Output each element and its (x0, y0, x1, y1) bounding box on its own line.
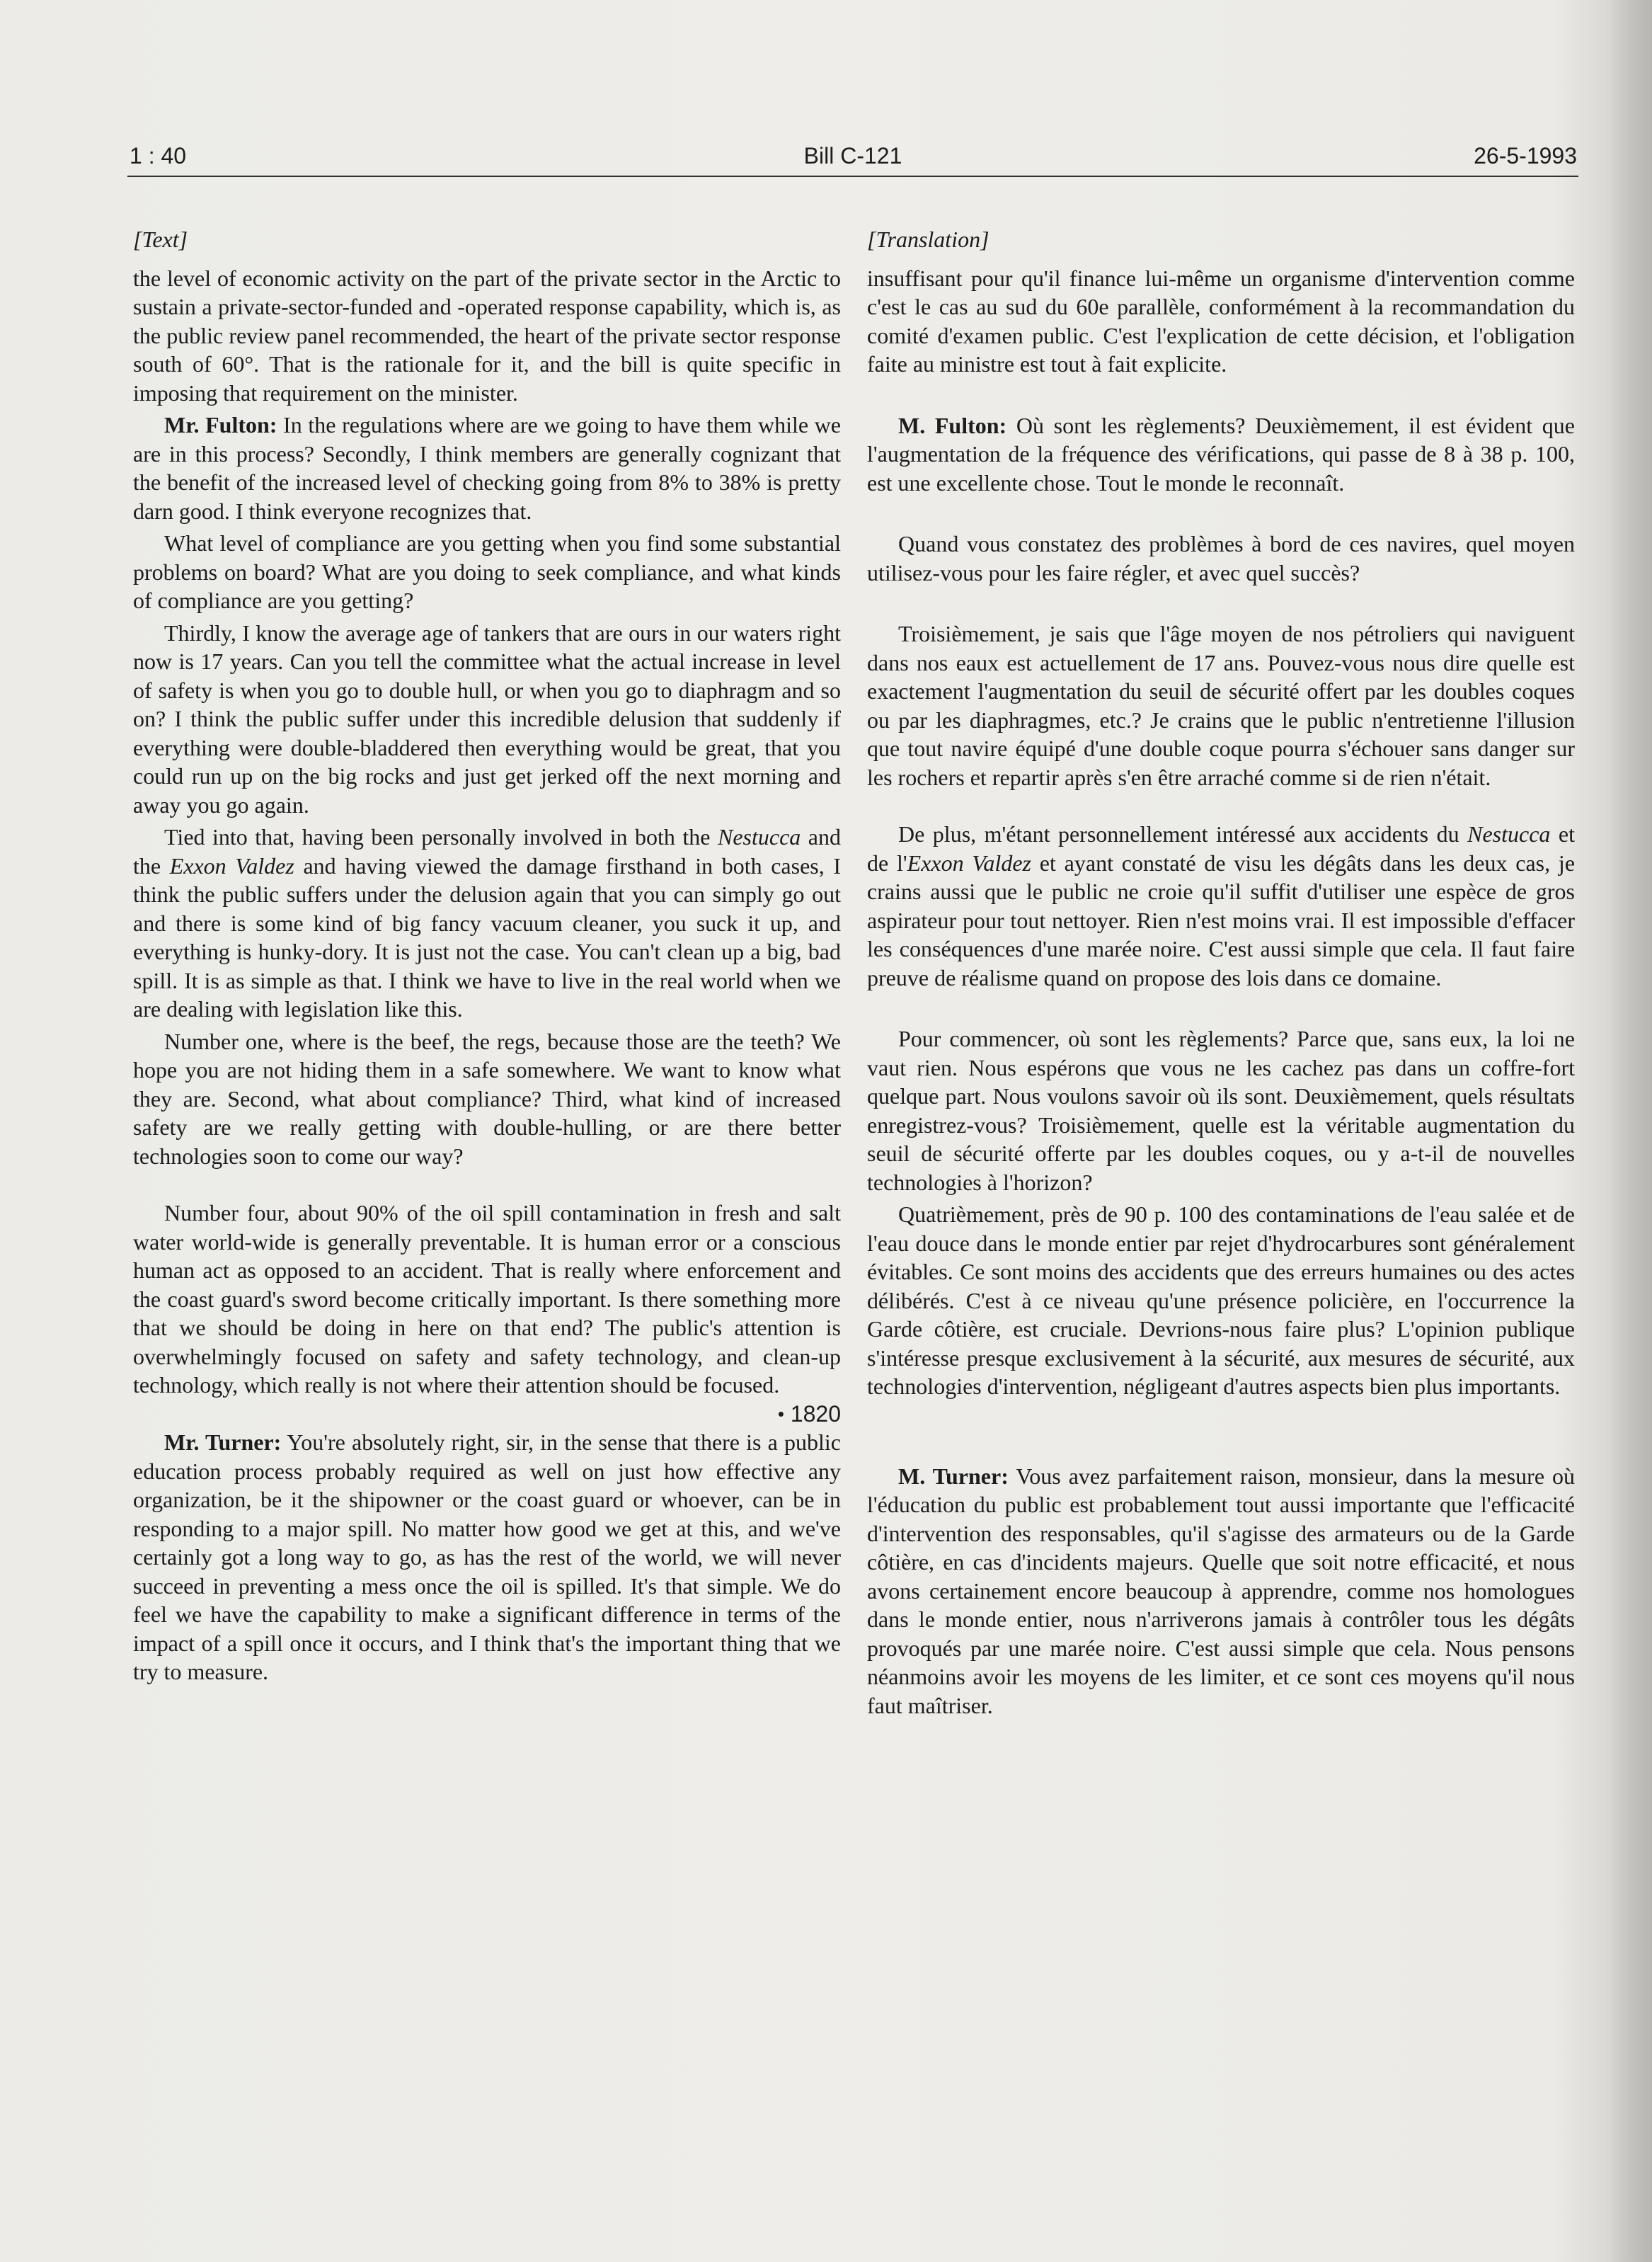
english-column (133, 225, 841, 1686)
ship-name: Nestucca (718, 824, 801, 850)
time-value: 1820 (790, 1400, 841, 1427)
french-column (867, 225, 1575, 1720)
speaker-name: Mr. Turner: (164, 1429, 282, 1455)
paragraph: Number one, where is the beef, the regs, because those are the teeth? We hope you are not hiding them in a safe somewhere. We want to know what they are. Second, what about compliance? Third, what kind of increased safety are we really getting with double-hulling, or are there better technologies soon to come our way? (133, 1028, 841, 1169)
paragraph: the level of economic activity on the part of the private sector in the Arctic to sustain a private-sector-funded and -operated response capability, which is, as the public review panel recommended, the heart of the private sector response south of 60°. That is the rationale for it, and the bill is quite specific in imposing that requirement on the minister. (133, 265, 841, 406)
text-run: Tied into that, having been personally involved in both the (164, 824, 718, 850)
text-run: and the (133, 824, 842, 879)
paragraph: Quand vous constatez des problèmes à bord de ces navires, quel moyen utilisez-vous pour les faire régler, et avec quel succès? (867, 531, 1575, 586)
column-label: [Text] (133, 227, 188, 252)
page-header (127, 139, 1578, 177)
text-run: et ayant constaté de visu les dégâts dans les deux cas, je crains aussi que le public ne croie qu'il suffit d'utiliser une espèce de gros aspirateur pour tout nettoyer. Rien n'est moins vrai. Il est impossible d'effacer les conséquences d'une marée noire. C'est aussi simple que cela. Il faut faire preuve de réalisme quand on propose des lois dans ce domaine. (867, 850, 1576, 990)
page-number: 1 : 40 (130, 143, 187, 168)
speaker-name: M. Turner: (898, 1463, 1009, 1489)
text-run: De plus, m'étant personnellement intéressé aux accidents du (898, 821, 1468, 847)
ship-name: Exxon Valdez (169, 852, 294, 879)
paragraph (133, 1428, 841, 1686)
paragraph: What level of compliance are you getting when you find some substantial problems on board? What are you doing to seek compliance, and what kinds of compliance are you getting? (133, 530, 841, 613)
page-edge-shadow (1610, 0, 1652, 2262)
paragraph: Thirdly, I know the average age of tankers that are ours in our waters right now is 17 years. Can you tell the committee what the actual increase in level of safety is when you go to double hull, or when you go to diaphragm and so on? I think the public suffer under this incredible delusion that suddenly if everything were double-bladdered then everything would be great, that you could run up on the big rocks and just get jerked off the next morning and away you go again. (133, 619, 841, 818)
speech-text: In the regulations where are we going to have them while we are in this process? Secondly, I think members are generally cognizant that the benefit of the increased level of checking going from 8% to 38% is pretty darn good. I think everyone recognizes that. (133, 412, 841, 524)
speaker-name: M. Fulton: (898, 412, 1007, 438)
paragraph: insuffisant pour qu'il finance lui-même un organisme d'intervention comme c'est le cas au sud du 60e parallèle, conformément à la recommandation du comité d'examen public. C'est l'explication de cette décision, et l'obligation faite au ministre est tout à fait explicite. (867, 265, 1575, 377)
time-stamp (133, 1400, 841, 1429)
paragraph (133, 411, 841, 525)
paragraph: Troisièmement, je sais que l'âge moyen de nos pétroliers qui naviguent dans nos eaux est actuellement de 17 ans. Pouvez-vous nous dire quelle est exactement l'augmentation du seuil de sécurité offert par les doubles coques ou par les diaphragmes, etc.? Je crains que le public n'entretienne l'illusion que tout navire équipé d'une double coque pourra s'échouer sans danger sur les rochers et repartir après s'en être arraché comme si de rien n'était. (867, 621, 1575, 790)
spacer (867, 1401, 1575, 1429)
paragraph (867, 1462, 1575, 1720)
paragraph (133, 823, 841, 1024)
speech-text: Vous avez parfaitement raison, monsieur, dans la mesure où l'éducation du public est probablement tout aussi importante que l'efficacité d'intervention des responsables, qu'il s'agisse des armateurs ou de la Garde côtière, en cas d'incidents majeurs. Quelle que soit notre efficacité, et nous avons certainement encore beaucoup à apprendre, comme nos homologues dans le monde entier, nous n'arriverons jamais à contrôler tous les dégâts provoqués par une marée noire. C'est aussi simple que cela. Nous pensons néanmoins avoir les moyens de les limiter, et ce sont ces moyens qu'il nous faut maîtriser. (867, 1463, 1576, 1718)
ship-name: Nestucca (1467, 821, 1551, 847)
paragraph: Quatrièmement, près de 90 p. 100 des contaminations de l'eau salée et de l'eau douce dans le monde entier par rejet d'hydrocarbures sont généralement évitables. Ce sont moins des accidents que des erreurs humaines ou des actes délibérés. C'est à ce niveau qu'une présence policière, en l'occurrence la Garde côtière, est cruciale. Devrions-nous faire plus? L'opinion publique s'intéresse presque exclusivement à la sécurité, aux mesures de sécurité, aux technologies d'intervention, négligeant d'autres aspects bien plus importants. (867, 1201, 1575, 1399)
paragraph: Number four, about 90% of the oil spill contamination in fresh and salt water world-wide is generally preventable. It is human error or a conscious human act as opposed to an accident. That is really where enforcement and the coast guard's sword become critically important. Is there something more that we should be doing in here on that end? The public's attention is overwhelmingly focused on safety and safety technology, and clean-up technology, which really is not where their attention should be focused. (133, 1200, 841, 1398)
speech-text: You're absolutely right, sir, in the sense that there is a public education process probably required as well on just how effective any organization, be it the shipowner or the coast guard or whoever, can be in responding to a major spill. No matter how good we get at this, and we've certainly got a long way to go, as has the rest of the world, we will never succeed in preventing a mess once the oil is spilled. It's that simple. We do feel we have the capability to make a significant difference in terms of the impact of a spill once it occurs, and I think that's the important thing that we try to measure. (133, 1429, 842, 1684)
text-run: and having viewed the damage firsthand in both cases, I think the public suffers under the delusion again that you can simply go out and there is some kind of big fancy vacuum cleaner, you suck it up, and everything is hunky-dory. It is just not the case. You can't clean up a big, bad spill. It is as simple as that. I think we have to live in the real world when we are dealing with legislation like this. (133, 852, 842, 1022)
speaker-name: Mr. Fulton: (164, 412, 277, 438)
text-run: et de l' (867, 821, 1576, 876)
bullet-icon: • (777, 1403, 784, 1424)
speech-text: Où sont les règlements? Deuxièmement, il est évident que l'augmentation de la fréquence des vérifications, qui passe de 8 à 38 p. 100, est une excellente chose. Tout le monde le reconnaît. (867, 412, 1576, 496)
paragraph: Pour commencer, où sont les règlements? Parce que, sans eux, la loi ne vaut rien. Nous espérons que vous ne les cachez pas dans un coffre-fort quelque part. Nous voulons savoir où ils sont. Deuxièmement, quels résultats enregistrez-vous? Troisièmement, quelle est la véritable augmentation du seuil de sécurité offerte par les doubles coques, ou y a-t-il de nouvelles technologies à l'horizon? (867, 1026, 1575, 1195)
page-date: 26-5-1993 (1474, 143, 1577, 168)
column-label: [Translation] (867, 227, 990, 252)
bill-title: Bill C-121 (803, 143, 902, 168)
paragraph (867, 820, 1575, 992)
ship-name: Exxon Valdez (907, 850, 1031, 876)
paragraph (867, 411, 1575, 498)
